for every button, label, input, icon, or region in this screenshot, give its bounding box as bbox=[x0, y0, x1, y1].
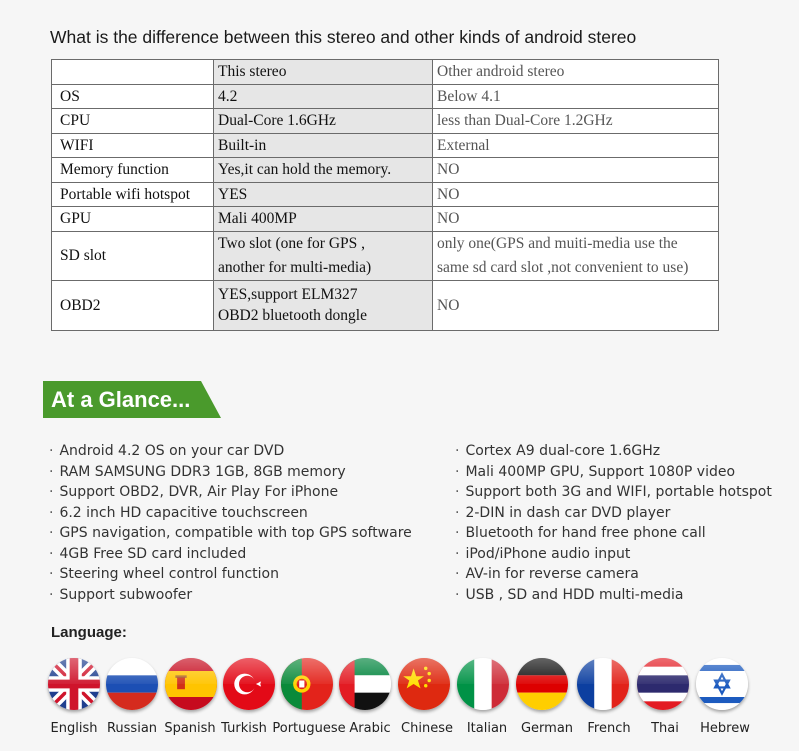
comparison-table bbox=[51, 59, 719, 331]
list-item: · Support subwoofer bbox=[49, 586, 193, 603]
this-stereo-cell bbox=[214, 231, 433, 280]
other-stereo-cell: External bbox=[433, 133, 719, 158]
feature-cell: GPU bbox=[52, 207, 214, 232]
cell-line: YES,support ELM327 bbox=[218, 286, 358, 303]
list-item: · Support both 3G and WIFI, portable hotspot bbox=[455, 484, 772, 500]
list-item: · AV-in for reverse camera bbox=[455, 566, 639, 582]
table-row bbox=[52, 182, 719, 207]
feature-cell: OS bbox=[52, 84, 214, 109]
list-item: · Steering wheel control function bbox=[49, 566, 279, 582]
other-stereo-cell: NO bbox=[433, 207, 719, 232]
list-item: · USB , SD and HDD multi-media bbox=[455, 586, 684, 603]
list-item: · Android 4.2 OS on your car DVD bbox=[49, 443, 285, 459]
this-stereo-cell: YES bbox=[214, 182, 433, 207]
language-label: Spanish bbox=[164, 721, 216, 736]
china-flag-icon bbox=[398, 658, 450, 710]
list-item: · Mali 400MP GPU, Support 1080P video bbox=[455, 463, 736, 480]
other-stereo-cell: NO bbox=[433, 280, 719, 330]
russia-flag-icon bbox=[106, 658, 158, 710]
language-label: Turkish bbox=[221, 721, 267, 736]
table-header-row bbox=[52, 60, 719, 85]
cell-line: OBD2 bluetooth dongle bbox=[218, 307, 367, 324]
this-stereo-cell: Dual-Core 1.6GHz bbox=[214, 109, 433, 134]
uk-flag-icon bbox=[48, 658, 100, 710]
table-row bbox=[52, 84, 719, 109]
at-a-glance-banner bbox=[43, 381, 221, 418]
list-item: · Bluetooth for hand free phone call bbox=[455, 525, 706, 541]
cell-line: only one(GPS and muiti-media use the bbox=[437, 234, 678, 252]
other-stereo-cell bbox=[433, 231, 719, 280]
language-label: Portuguese bbox=[272, 721, 346, 736]
language-label: Hebrew bbox=[700, 721, 750, 736]
table-header-cell: This stereo bbox=[214, 60, 433, 85]
this-stereo-cell: Built-in bbox=[214, 133, 433, 158]
other-stereo-cell: NO bbox=[433, 182, 719, 207]
list-item: · 4GB Free SD card included bbox=[49, 545, 247, 562]
germany-flag-icon bbox=[516, 658, 568, 710]
feature-cell: SD slot bbox=[52, 231, 214, 280]
feature-list-left bbox=[49, 441, 412, 605]
thailand-flag-icon bbox=[637, 658, 689, 710]
language-label: German bbox=[520, 721, 574, 736]
list-item: · GPS navigation, compatible with top GPS software bbox=[49, 525, 412, 541]
feature-list-right bbox=[455, 441, 772, 605]
table-header-cell bbox=[52, 60, 214, 85]
table-row bbox=[52, 158, 719, 183]
table-row bbox=[52, 207, 719, 232]
israel-flag-icon bbox=[696, 658, 748, 710]
turkey-flag-icon bbox=[223, 658, 275, 710]
table-row bbox=[52, 109, 719, 134]
language-label: English bbox=[50, 721, 98, 736]
feature-cell: OBD2 bbox=[52, 280, 214, 330]
language-label: Arabic bbox=[349, 721, 391, 736]
table-row bbox=[52, 133, 719, 158]
page-title: What is the difference between this stereo and other kinds of android stereo bbox=[50, 27, 637, 47]
this-stereo-cell: Mali 400MP bbox=[214, 207, 433, 232]
cell-line: same sd card slot ,not convenient to use) bbox=[437, 258, 689, 276]
cell-line: Two slot (one for GPS , bbox=[218, 234, 366, 252]
list-item: · Cortex A9 dual-core 1.6GHz bbox=[455, 443, 661, 459]
other-stereo-cell: Below 4.1 bbox=[433, 84, 719, 109]
france-flag-icon bbox=[577, 658, 629, 710]
language-label: Russian bbox=[106, 721, 158, 736]
banner-heading: At a Glance... bbox=[51, 387, 191, 412]
table-row bbox=[52, 280, 719, 330]
list-item: · 6.2 inch HD capacitive touchscreen bbox=[49, 504, 308, 521]
this-stereo-cell: 4.2 bbox=[214, 84, 433, 109]
language-heading: Language: bbox=[51, 624, 127, 641]
this-stereo-cell bbox=[214, 280, 433, 330]
list-item: · 2-DIN in dash car DVD player bbox=[455, 504, 671, 521]
table-header-cell: Other android stereo bbox=[433, 60, 719, 85]
italy-flag-icon bbox=[457, 658, 509, 710]
list-item: · iPod/iPhone audio input bbox=[455, 545, 631, 562]
other-stereo-cell: NO bbox=[433, 158, 719, 183]
language-label: Italian bbox=[466, 721, 508, 736]
other-stereo-cell: less than Dual-Core 1.2GHz bbox=[433, 109, 719, 134]
feature-cell: Memory function bbox=[52, 158, 214, 183]
list-item: · Support OBD2, DVR, Air Play For iPhone bbox=[49, 484, 339, 500]
language-label: Thai bbox=[651, 721, 679, 736]
cell-line: another for multi-media) bbox=[218, 258, 372, 276]
language-label: Chinese bbox=[401, 721, 453, 736]
language-label: French bbox=[587, 721, 631, 736]
spain-flag-icon bbox=[165, 658, 217, 710]
feature-cell: WIFI bbox=[52, 133, 214, 158]
uae-flag-icon bbox=[339, 658, 391, 710]
this-stereo-cell: Yes,it can hold the memory. bbox=[214, 158, 433, 183]
portugal-flag-icon bbox=[281, 658, 333, 710]
list-item: · RAM SAMSUNG DDR3 1GB, 8GB memory bbox=[49, 463, 346, 480]
feature-cell: Portable wifi hotspot bbox=[52, 182, 214, 207]
feature-cell: CPU bbox=[52, 109, 214, 134]
table-row bbox=[52, 231, 719, 280]
